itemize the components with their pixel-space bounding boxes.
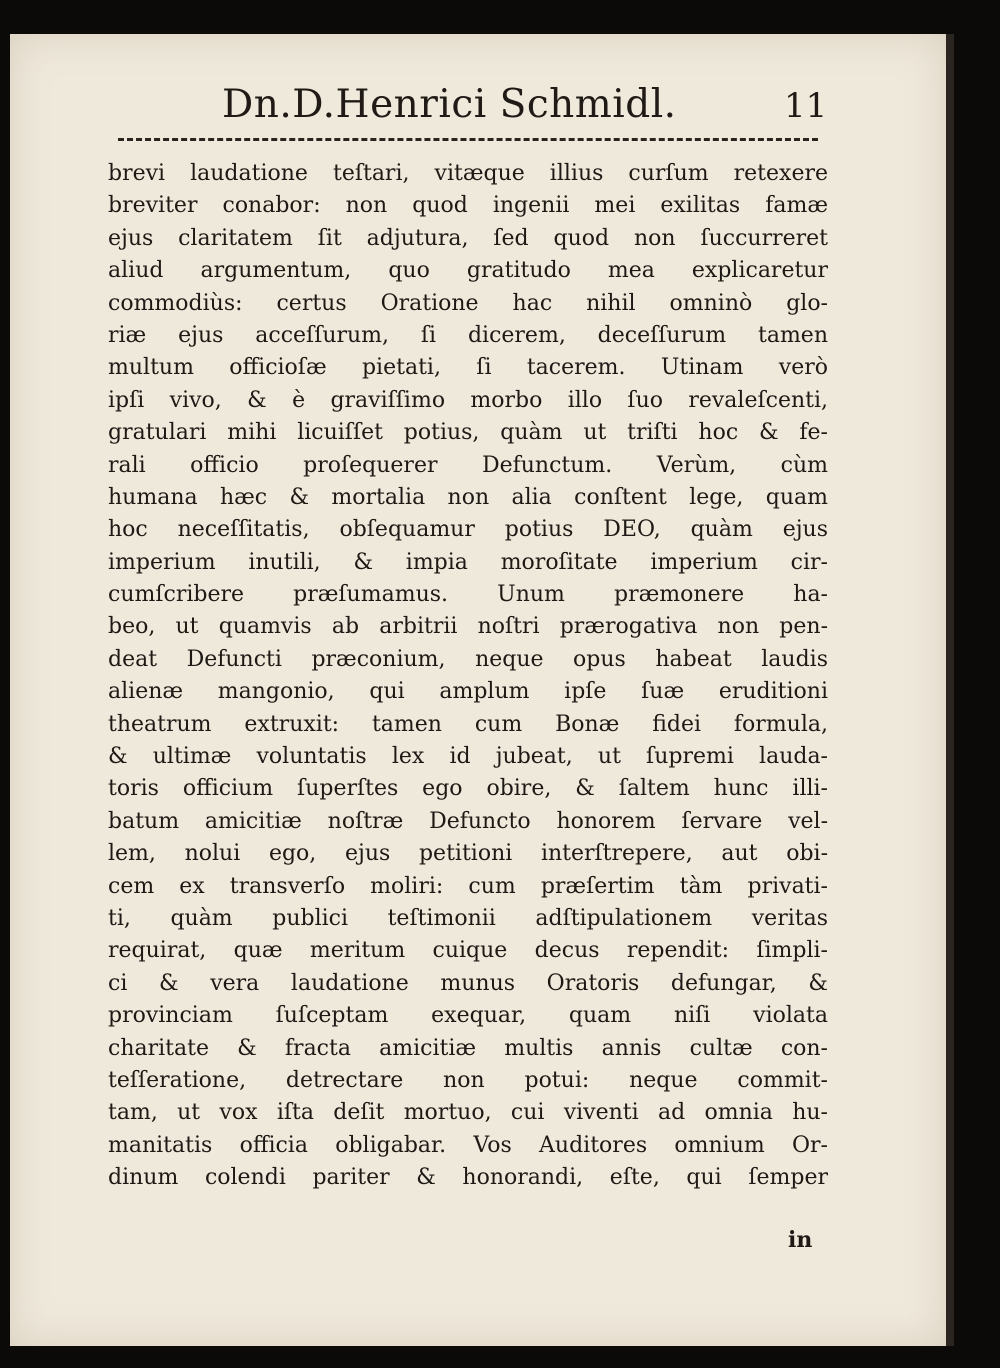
text-line: commodiùs: certus Oratione hac nihil omninò glo- <box>108 290 828 316</box>
text-line: requirat, quæ meritum cuique decus rependit: ſimpli- <box>108 938 828 964</box>
text-line: cumſcribere præſumamus. Unum præmonere ha- <box>108 582 828 608</box>
body-text <box>108 158 828 1195</box>
text-line: provinciam ſuſceptam exequar, quam niſi violata <box>108 1003 828 1029</box>
text-line: imperium inutili, & impia moroſitate imperium cir- <box>108 549 828 575</box>
text-line: brevi laudatione teſtari, vitæque illius curſum retexere <box>108 161 828 186</box>
text-line: theatrum extruxit: tamen cum Bonæ fidei formula, <box>108 711 828 737</box>
text-line: lem, nolui ego, ejus petitioni interſtrepere, aut obi- <box>108 841 828 867</box>
catchword: in <box>788 1227 813 1253</box>
text-line: manitatis officia obligabar. Vos Auditores omnium Or- <box>108 1132 828 1158</box>
text-line: ipſi vivo, & è graviſſimo morbo illo ſuo revaleſcenti, <box>108 387 828 413</box>
text-line: ejus claritatem ſit adjutura, ſed quod non ſuccurreret <box>108 225 828 251</box>
text-line: hoc neceſſitatis, obſequamur potius DEO, quàm ejus <box>108 517 828 543</box>
header-rule <box>118 138 818 141</box>
text-line: toris officium ſuperſtes ego obire, & ſaltem hunc illi- <box>108 776 828 802</box>
text-line: rali officio proſequerer Defunctum. Verùm, cùm <box>108 452 828 478</box>
text-line: teſſeratione, detrectare non potui: neque commit- <box>108 1067 828 1093</box>
text-line: breviter conabor: non quod ingenii mei exilitas famæ <box>108 193 828 219</box>
page-number: 11 <box>784 86 828 126</box>
text-line: beo, ut quamvis ab arbitrii noſtri prærogativa non pen- <box>108 614 828 640</box>
text-line: ci & vera laudatione munus Oratoris defungar, & <box>108 970 828 996</box>
text-line: alienæ mangonio, qui amplum ipſe ſuæ eruditioni <box>108 679 828 705</box>
text-line: & ultimæ voluntatis lex id jubeat, ut ſupremi lauda- <box>108 744 828 770</box>
running-title: Dn.D.Henrici Schmidl. <box>222 82 677 127</box>
text-line: batum amicitiæ noſtræ Defuncto honorem ſervare vel- <box>108 808 828 834</box>
text-line: tam, ut vox iſta deſit mortuo, cui viventi ad omnia hu- <box>108 1100 828 1126</box>
text-line: aliud argumentum, quo gratitudo mea explicaretur <box>108 258 828 284</box>
text-line: gratulari mihi licuiſſet potius, quàm ut triſti hoc & fe- <box>108 420 828 446</box>
text-line: riæ ejus acceſſurum, ſi dicerem, deceſſurum tamen <box>108 322 828 348</box>
text-line: deat Defuncti præconium, neque opus habeat laudis <box>108 646 828 672</box>
text-line: multum officioſæ pietati, ſi tacerem. Utinam verò <box>108 355 828 381</box>
book-page <box>10 34 947 1346</box>
text-line: cem ex transverſo moliri: cum præſertim tàm privati- <box>108 873 828 899</box>
text-line: ti, quàm publici teſtimonii adſtipulationem veritas <box>108 905 828 931</box>
page-edge <box>946 34 954 1346</box>
page-header <box>10 82 946 142</box>
text-line: dinum colendi pariter & honorandi, eſte, qui ſemper <box>108 1165 828 1191</box>
text-line: charitate & fracta amicitiæ multis annis cultæ con- <box>108 1035 828 1061</box>
text-line: humana hæc & mortalia non alia conſtent lege, quam <box>108 484 828 510</box>
